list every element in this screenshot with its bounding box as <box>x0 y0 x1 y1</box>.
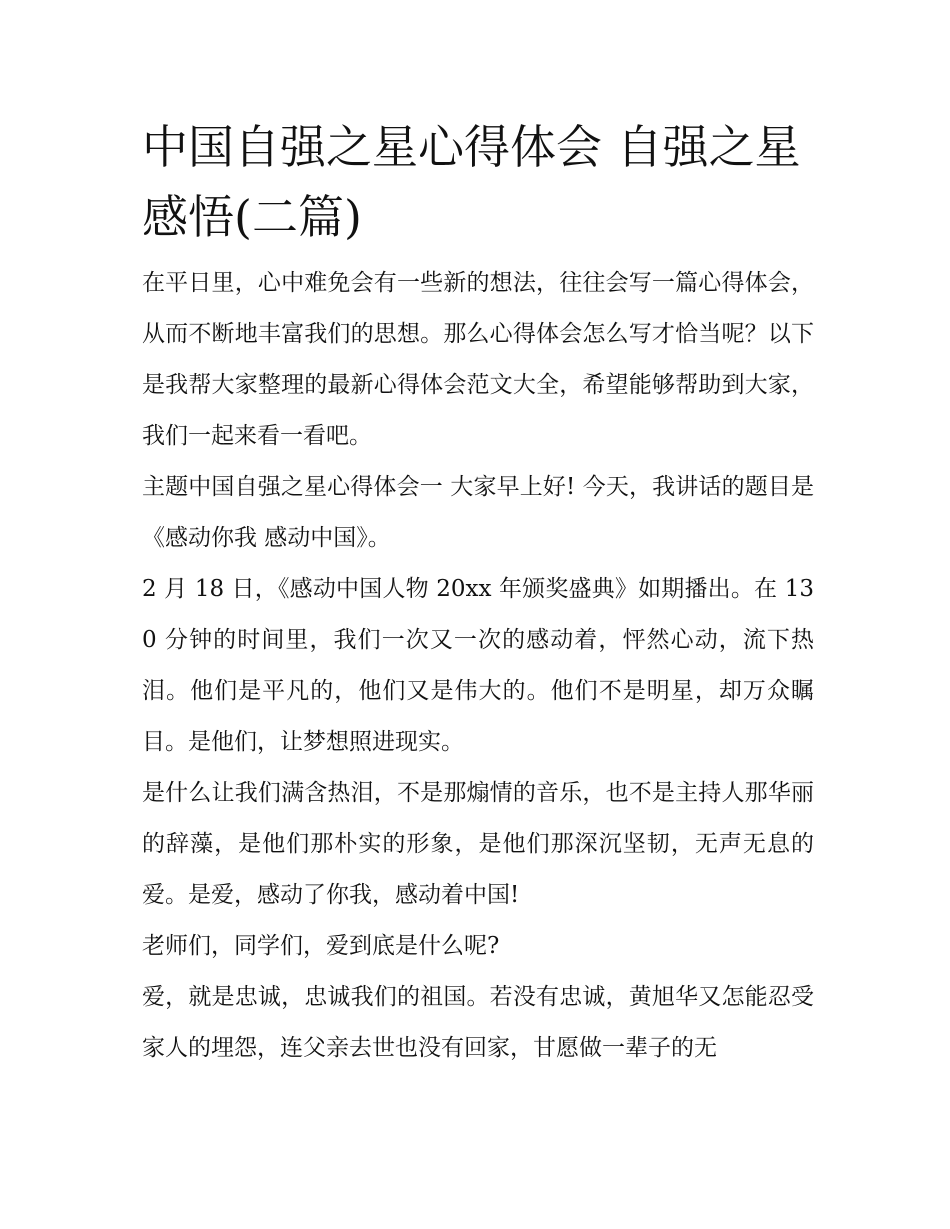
document-body <box>142 112 814 1074</box>
paragraph-topic: 主题中国自强之星心得体会一 大家早上好! 今天，我讲话的题目是《感动你我 感动中国》。 <box>142 474 814 551</box>
paragraph-intro: 在平日里，心中难免会有一些新的想法，往往会写一篇心得体会，从而不断地丰富我们的思想。那么心得体会怎么写才恰当呢？以下是我帮大家整理的最新心得体会范文大全，希望能够帮助到大家，我们一起来看一看吧。 <box>142 270 814 449</box>
paragraph-broadcast: 2 月 18 日，《感动中国人物 20xx 年颁奖盛典》如期播出。在 130 分钟的时间里，我们一次又一次的感动着，怦然心动，流下热泪。他们是平凡的，他们又是伟大的。他们不是明星，却万众瞩目。是他们，让梦想照进现实。 <box>142 576 814 755</box>
paragraph-loyalty: 爱，就是忠诚，忠诚我们的祖国。若没有忠诚，黄旭华又怎能忍受家人的埋怨，连父亲去世也没有回家，甘愿做一辈子的无 <box>142 984 814 1061</box>
paragraph-question: 老师们，同学们，爱到底是什么呢? <box>142 933 500 959</box>
document-title: 中国自强之星心得体会 自强之星感悟(二篇) <box>142 120 801 244</box>
paragraph-love: 是什么让我们满含热泪，不是那煽情的音乐，也不是主持人那华丽的辞藻，是他们那朴实的形象，是他们那深沉坚韧，无声无息的爱。是爱，感动了你我，感动着中国! <box>142 780 814 908</box>
